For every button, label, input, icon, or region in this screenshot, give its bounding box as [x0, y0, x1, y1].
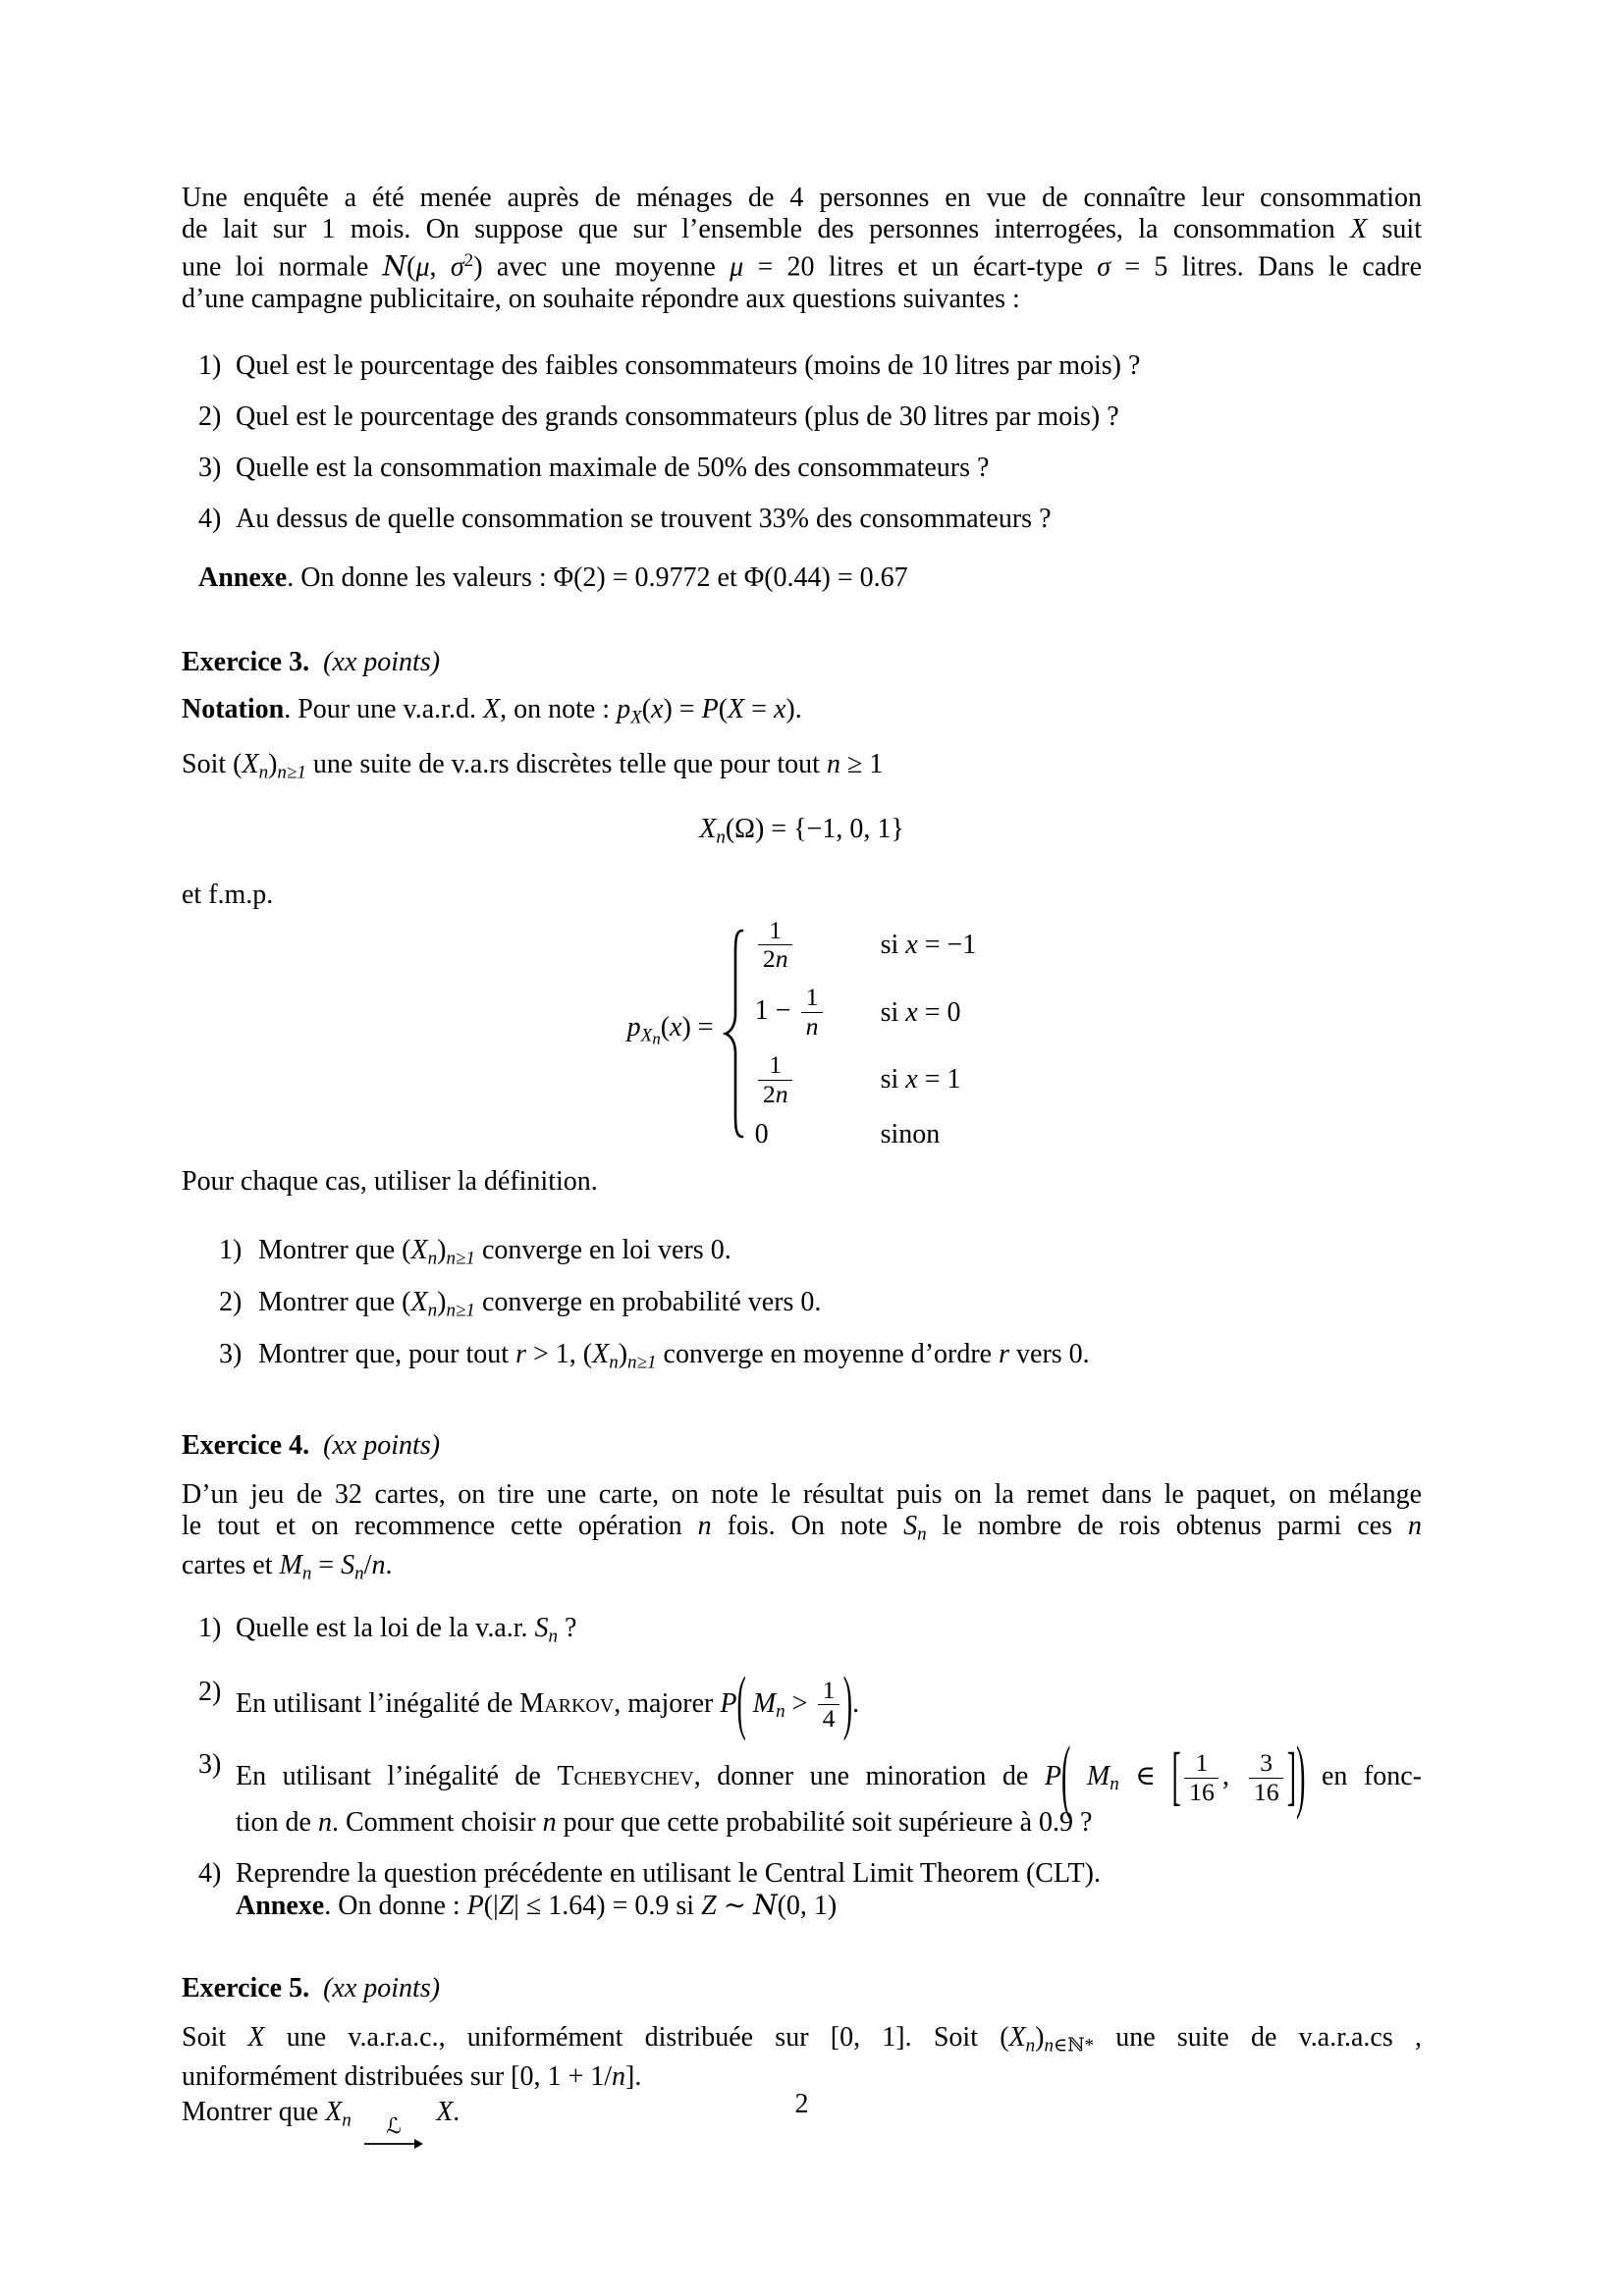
exercise-5-paragraph: Soit X une v.a.r.a.c., uniformément distribuée sur [0, 1]. Soit $(X_n)_{n\in ℕ*}$ une suite de v.a.r.a.cs , uniformément distribuées sur [0, 1 + 1/n]. — [182, 2021, 1422, 2093]
exercise-2-questions — [182, 350, 1422, 535]
exercise-2-annexe: Annexe. On donne les valeurs : Φ(2) = 0.9772 et Φ(0.44) = 0.67 — [198, 561, 908, 593]
case-value: 1 − $\frac{1}{n}$ — [755, 984, 828, 1041]
exercise-4-question-1 — [198, 1613, 1422, 1652]
item-label: 4) — [198, 503, 222, 534]
item-label: 3) — [198, 1749, 222, 1781]
exercise-4-question-3 — [198, 1731, 1423, 1839]
exercise-4-questions — [182, 1613, 1422, 1922]
item-label: 2) — [219, 1286, 243, 1317]
exercise-3-title: Exercice 3. — [182, 646, 310, 677]
item-text: Quelle est la consommation maximale de 50% des consommateurs ? — [236, 452, 990, 483]
exercise-3-questions — [182, 1235, 1422, 1379]
cases-rows — [755, 917, 977, 1150]
exercise-3-heading — [182, 647, 1422, 678]
exercise-4-question-2 — [198, 1664, 1422, 1743]
exercise-3-instruction: Pour chaque cas, utiliser la définition. — [182, 1165, 598, 1197]
item-label: 2) — [198, 1676, 222, 1707]
case-condition: si x = 1 — [880, 1064, 961, 1095]
exercise-2-question-4 — [198, 504, 1422, 535]
item-label: 2) — [198, 400, 222, 432]
item-text: Montrer que $(X_n)_{n\ge 1}$ converge en probabilité vers 0. — [258, 1286, 822, 1321]
item-text: En utilisant l’inégalité de Tchebychev, donner une minoration de P( $M_n$ ∈ [ $\frac{1}{16}$ , $\frac{3}{16}$ ]) en fonc- tion de n. Comment choisir n pour que cette probabilité soit supérieure à 0.9 ? — [236, 1731, 1423, 1838]
case-value: 0 — [754, 1118, 769, 1149]
case-value: $\frac{1}{2n}$ — [755, 1051, 828, 1109]
item-label: 3) — [219, 1339, 243, 1370]
cases-equation-body — [627, 917, 977, 1150]
item-text: Quelle est la loi de la v.a.r. $S_n$ ? — [236, 1613, 577, 1647]
text-block — [182, 183, 1422, 2149]
exercise-2-question-2 — [198, 401, 1422, 433]
arrow-right-icon — [362, 2137, 425, 2149]
pmf-cases-equation — [182, 917, 1422, 1150]
exercise-3-question-3 — [219, 1339, 1422, 1378]
item-label: 1) — [198, 349, 222, 381]
exercise-3-question-2 — [219, 1287, 1422, 1326]
exercise-3-fmp-label: et f.m.p. — [182, 879, 274, 910]
case-condition: sinon — [880, 1118, 941, 1149]
item-text: Montrer que $(X_n)_{n\ge 1}$ converge en loi vers 0. — [258, 1234, 731, 1268]
item-label: 3) — [198, 452, 222, 483]
exercise-2-question-1 — [198, 350, 1422, 382]
exercise-3-question-1 — [219, 1235, 1422, 1274]
item-text: En utilisant l’inégalité de Markov, majorer P( $M_n$ > $\frac{1}{4}$ ). — [236, 1664, 860, 1743]
item-text: Reprendre la question précédente en utilisant le Central Limit Theorem (CLT). Annexe. On donne : P(|Z| ≤ 1.64) = 0.9 si Z ∼ N(0, 1) — [236, 1857, 1101, 1921]
exercise-3-points: (xx points) — [323, 646, 441, 677]
convergence-arrow: ℒ — [362, 2118, 425, 2150]
exercise-4-question-4 — [198, 1858, 1422, 1922]
item-text: Montrer que, pour tout r > 1, $(X_n)_{n\ge 1}$ converge en moyenne d’ordre r vers 0. — [258, 1339, 1090, 1373]
item-label: 1) — [219, 1234, 243, 1265]
item-text: Au dessus de quelle consommation se trouvent 33% des consommateurs ? — [236, 503, 1052, 534]
exercise-5-title: Exercice 5. — [182, 1972, 310, 2003]
exercise-5-heading — [182, 1973, 1422, 2004]
exercise-4-paragraph: D’un jeu de 32 cartes, on tire une carte, on note le résultat puis on la remet dans le paquet, on mélange le tout et on recommence cette opération n fois. On note $S_n$ le nombre de rois obtenus parmi ces n cartes et $M_n = S_n/n$. — [182, 1478, 1422, 1584]
exercise-3-setup: Soit $(X_n)_{n\ge 1}$ une suite de v.a.rs discrètes telle que pour tout n ≥ 1 — [182, 748, 884, 783]
item-text: Quel est le pourcentage des faibles consommateurs (moins de 10 litres par mois) ? — [236, 349, 1141, 381]
page-number: 2 — [794, 2089, 809, 2119]
exercise-2-question-3 — [198, 453, 1422, 484]
exercise-3-notation: Notation. Pour une v.a.r.d. X, on note : $p_X(x) = P(X = x)$. — [182, 693, 802, 727]
exercise-4-points: (xx points) — [323, 1429, 441, 1461]
exercise-4-heading — [182, 1430, 1422, 1462]
item-label: 4) — [198, 1857, 222, 1889]
case-condition: si x = −1 — [880, 929, 977, 960]
exercise-3-support-equation: $X_n(\Omega) = \{-1$, 0, 1} — [699, 814, 904, 848]
exercise-5-points: (xx points) — [323, 1972, 441, 2003]
item-label: 1) — [198, 1613, 222, 1644]
curly-brace-icon — [722, 928, 745, 1140]
item-text: Quel est le pourcentage des grands consommateurs (plus de 30 litres par mois) ? — [236, 400, 1119, 432]
case-value: $\frac{1}{2n}$ — [755, 917, 828, 975]
intro-paragraph: Une enquête a été menée auprès de ménages de 4 personnes en vue de connaître leur consommation de lait sur 1 mois. On suppose que sur l’ensemble des personnes interrogées, la consommation X suit une loi normale N(μ, $\sigma^2$) avec une moyenne μ = 20 litres et un écart-type σ = 5 litres. Dans le cadre d’une campagne publicitaire, on souhaite répondre aux questions suivantes : — [182, 183, 1423, 314]
cases-left-hand-side: $p_{Xn}(x)$ = — [626, 1011, 714, 1048]
exercise-4-title: Exercice 4. — [182, 1429, 310, 1461]
exercise-5-conclusion: Montrer que $X_n$ ℒ X. — [182, 2097, 1422, 2149]
case-condition: si x = 0 — [880, 996, 961, 1028]
